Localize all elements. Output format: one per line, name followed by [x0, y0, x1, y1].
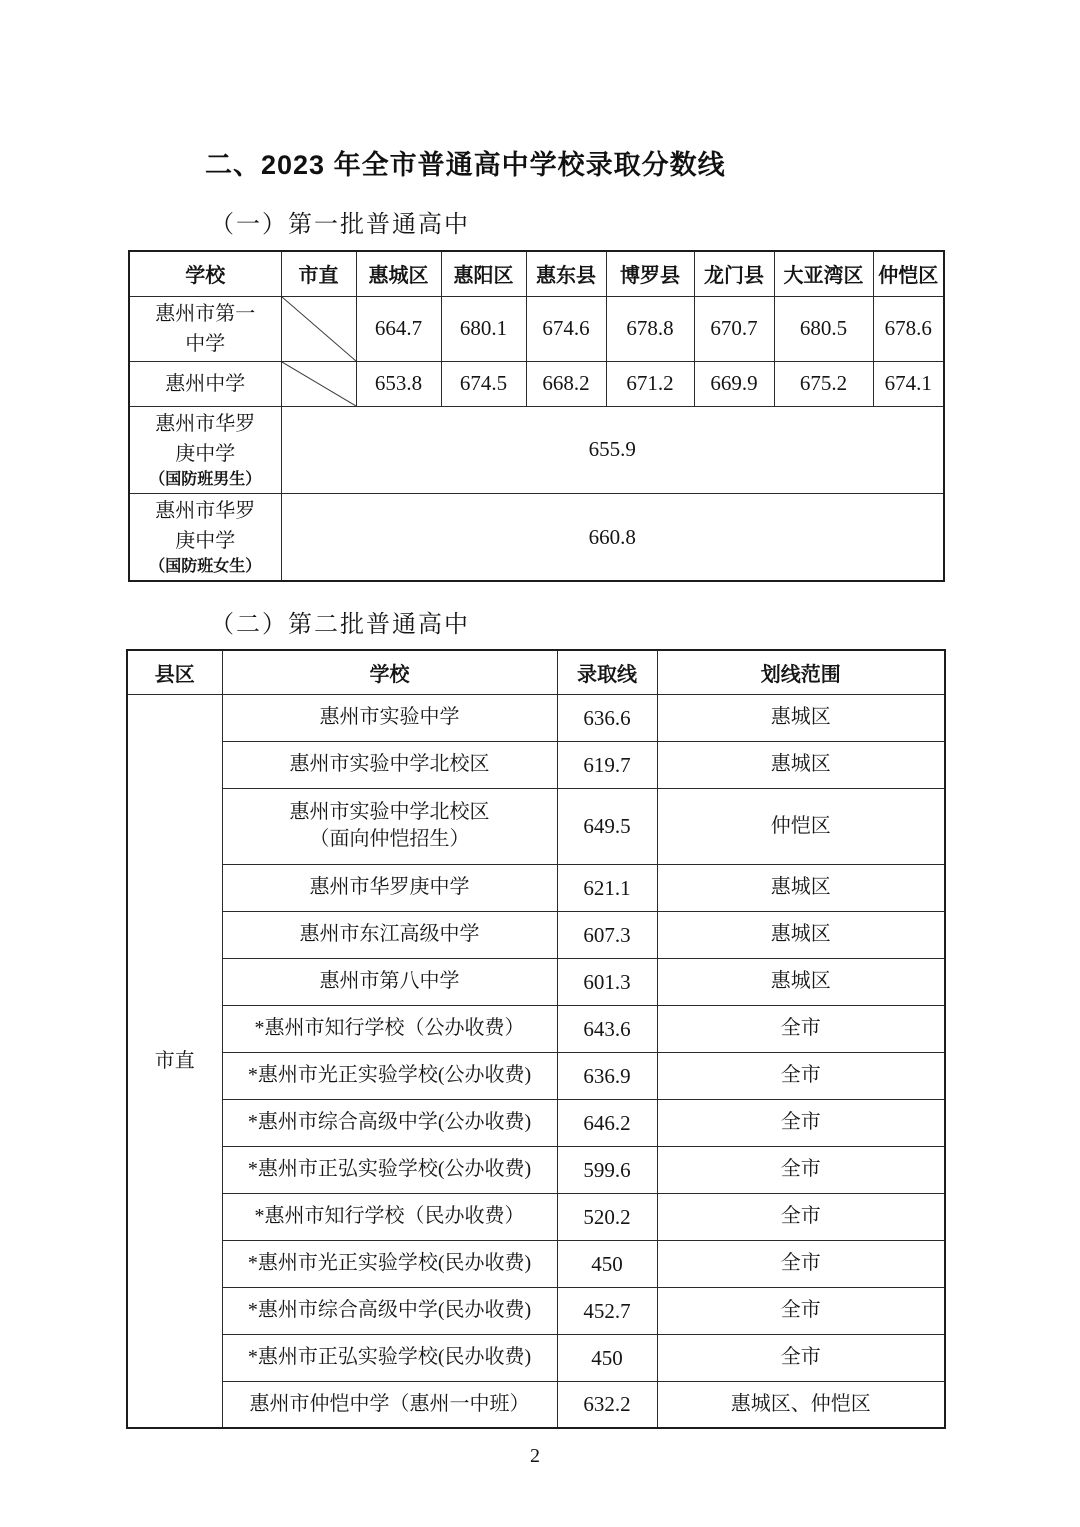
column-header-longmen: 龙门县: [694, 251, 774, 296]
school-note: （国防班男生）: [149, 470, 262, 488]
column-header-zhongkai: 仲恺区: [873, 251, 944, 296]
cutoff-cell: 601.3: [557, 958, 657, 1005]
range-cell: 惠城区: [657, 694, 945, 741]
second-batch-table-body: [127, 694, 945, 1428]
score-cell: 653.8: [356, 361, 441, 406]
section2-label: （二）第二批普通高中: [210, 612, 470, 639]
column-header-boluo: 博罗县: [606, 251, 694, 296]
range-cell: 全市: [657, 1193, 945, 1240]
column-header-school: 学校: [129, 251, 281, 296]
cutoff-cell: 643.6: [557, 1005, 657, 1052]
cutoff-cell: 619.7: [557, 741, 657, 788]
school-note: （国防班女生）: [149, 557, 262, 575]
blank-diagonal-cell: [281, 296, 356, 361]
school-cell: 惠州市华罗庚中学 （国防班男生）: [129, 406, 281, 493]
second-batch-header-row: [127, 650, 945, 694]
score-cell: 680.5: [774, 296, 873, 361]
range-cell: 惠城区: [657, 958, 945, 1005]
range-cell: 全市: [657, 1052, 945, 1099]
cutoff-cell: 636.9: [557, 1052, 657, 1099]
table-row: [127, 741, 945, 788]
table-row: [127, 694, 945, 741]
score-cell: 669.9: [694, 361, 774, 406]
column-header-school: 学校: [222, 650, 557, 694]
column-header-range: 划线范围: [657, 650, 945, 694]
district-cell: 市直: [127, 694, 222, 1428]
cutoff-cell: 452.7: [557, 1287, 657, 1334]
score-cell: 664.7: [356, 296, 441, 361]
score-cell: 680.1: [441, 296, 526, 361]
school-cell: 惠州市东江高级中学: [222, 911, 557, 958]
table-row: [127, 958, 945, 1005]
section1-label: （一）第一批普通高中: [210, 212, 470, 238]
range-cell: 惠城区: [657, 864, 945, 911]
school-cell: *惠州市光正实验学校(公办收费): [222, 1052, 557, 1099]
score-cell: 674.6: [526, 296, 606, 361]
page-number: 2: [530, 1445, 540, 1468]
column-header-district: 县区: [127, 650, 222, 694]
blank-diagonal-cell: [281, 361, 356, 406]
cutoff-cell: 450: [557, 1240, 657, 1287]
school-cell: 惠州市实验中学北校区: [222, 741, 557, 788]
school-cell: [222, 788, 557, 864]
school-cell: 惠州市第八中学: [222, 958, 557, 1005]
table-row: [127, 1005, 945, 1052]
score-cell: 678.8: [606, 296, 694, 361]
range-cell: 全市: [657, 1287, 945, 1334]
school-cell: *惠州市正弘实验学校(民办收费): [222, 1334, 557, 1381]
range-cell: 全市: [657, 1334, 945, 1381]
school-cell: 惠州市实验中学: [222, 694, 557, 741]
range-cell: 仲恺区: [657, 788, 945, 864]
cutoff-cell: 599.6: [557, 1146, 657, 1193]
school-cell: 惠州市华罗庚中学: [222, 864, 557, 911]
range-cell: 惠城区: [657, 911, 945, 958]
diagonal-line-icon: [282, 297, 356, 361]
first-batch-header-row: [129, 251, 944, 296]
table-row: [127, 911, 945, 958]
table-row: [127, 788, 945, 864]
school-cell: *惠州市知行学校（公办收费）: [222, 1005, 557, 1052]
table-row: [129, 361, 944, 406]
school-cell: *惠州市光正实验学校(民办收费): [222, 1240, 557, 1287]
score-cell: 674.5: [441, 361, 526, 406]
table-row: [127, 1099, 945, 1146]
column-header-shizhi: 市直: [281, 251, 356, 296]
column-header-huiyang: 惠阳区: [441, 251, 526, 296]
school-cell: 惠州市华罗庚中学 （国防班女生）: [129, 493, 281, 581]
table-row: [129, 296, 944, 361]
school-cell: *惠州市正弘实验学校(公办收费): [222, 1146, 557, 1193]
table-row: [127, 1240, 945, 1287]
table-row: [127, 1193, 945, 1240]
score-cell: 670.7: [694, 296, 774, 361]
page-title: 二、2023 年全市普通高中学校录取分数线: [205, 150, 726, 180]
cutoff-cell: 450: [557, 1334, 657, 1381]
score-cell: 671.2: [606, 361, 694, 406]
school-cell: *惠州市综合高级中学(公办收费): [222, 1099, 557, 1146]
diagonal-line-icon: [282, 362, 356, 406]
first-batch-table: [128, 250, 945, 582]
column-header-cutoff: 录取线: [557, 650, 657, 694]
range-cell: 全市: [657, 1146, 945, 1193]
table-row: [129, 406, 944, 493]
score-cell: 668.2: [526, 361, 606, 406]
cutoff-cell: 649.5: [557, 788, 657, 864]
table-row: [127, 1287, 945, 1334]
range-cell: 惠城区、仲恺区: [657, 1381, 945, 1428]
column-header-huicheng: 惠城区: [356, 251, 441, 296]
table-row: [127, 1381, 945, 1428]
column-header-dayawan: 大亚湾区: [774, 251, 873, 296]
table-row: [127, 1334, 945, 1381]
cutoff-cell: 632.2: [557, 1381, 657, 1428]
cutoff-cell: 621.1: [557, 864, 657, 911]
table-row: [127, 864, 945, 911]
school-cell: 惠州市仲恺中学（惠州一中班）: [222, 1381, 557, 1428]
score-cell: 675.2: [774, 361, 873, 406]
score-cell: 674.1: [873, 361, 944, 406]
cutoff-cell: 636.6: [557, 694, 657, 741]
table-row: [127, 1146, 945, 1193]
table-row: [129, 493, 944, 581]
range-cell: 全市: [657, 1240, 945, 1287]
cutoff-cell: 646.2: [557, 1099, 657, 1146]
cutoff-cell: 607.3: [557, 911, 657, 958]
column-header-huidong: 惠东县: [526, 251, 606, 296]
school-cell: 惠州中学: [129, 361, 281, 406]
merged-score-cell: 660.8: [281, 493, 944, 581]
document-content: [0, 143, 945, 1468]
table-row: [127, 1052, 945, 1099]
range-cell: 全市: [657, 1005, 945, 1052]
school-cell: *惠州市知行学校（民办收费）: [222, 1193, 557, 1240]
cutoff-cell: 520.2: [557, 1193, 657, 1240]
range-cell: 惠城区: [657, 741, 945, 788]
school-name-line1: 惠州市实验中学北校区: [289, 801, 490, 824]
second-batch-table: [126, 649, 946, 1429]
school-cell: *惠州市综合高级中学(民办收费): [222, 1287, 557, 1334]
merged-score-cell: 655.9: [281, 406, 944, 493]
range-cell: 全市: [657, 1099, 945, 1146]
school-cell: 惠州市第一中学: [129, 296, 281, 361]
score-cell: 678.6: [873, 296, 944, 361]
school-name-line2: （面向仲恺招生）: [309, 828, 470, 851]
